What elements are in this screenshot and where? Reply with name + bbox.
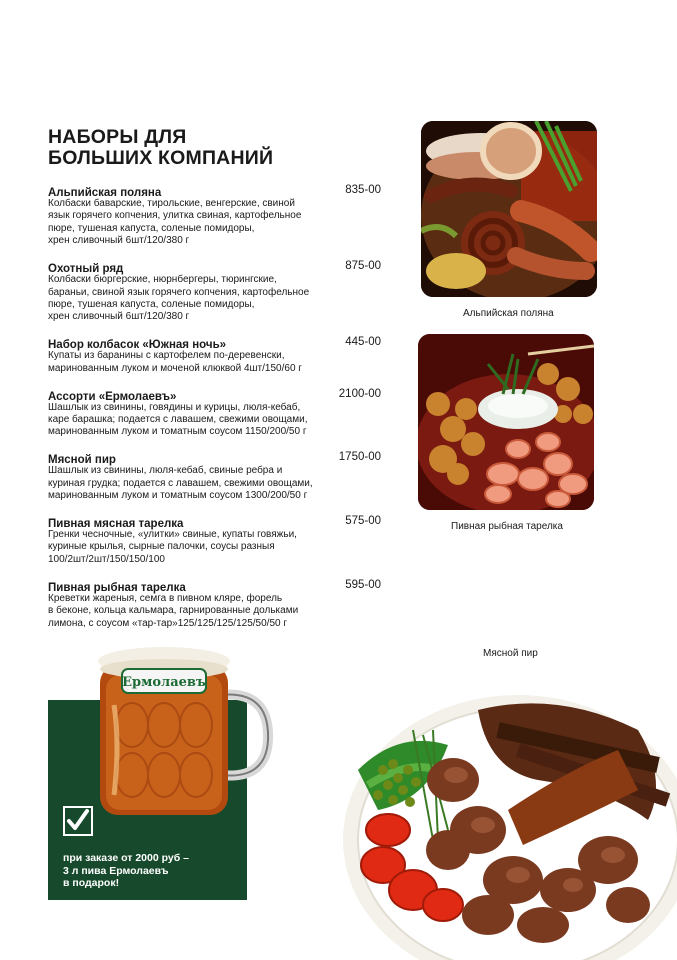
checkmark-icon <box>63 806 93 836</box>
item-name: Набор колбасок «Южная ночь» <box>48 339 227 352</box>
desc-line: куриные крылья, сырные палочки, соусы разныя <box>48 541 275 553</box>
item-description <box>48 593 381 630</box>
promo-line-2: 3 л пива Ермолаевъ <box>63 864 169 877</box>
beer-mug-image <box>92 645 274 820</box>
desc-line: Купаты из баранины с картофелем по-деревенски, <box>48 350 285 362</box>
item-price: 445-00 <box>345 336 381 349</box>
fish-plate-image <box>418 334 594 510</box>
item-description <box>48 274 381 324</box>
promo-line-1: при заказе от 2000 руб – <box>63 852 189 864</box>
item-description <box>48 350 381 375</box>
item-description <box>48 198 381 248</box>
promo-text <box>63 852 189 890</box>
desc-line: бараньи, свиной язык горячего копчения, картофельное <box>48 286 310 298</box>
item-price: 575-00 <box>345 515 381 527</box>
item-name: Ассорти «Ермолаевъ» <box>48 390 177 403</box>
desc-line: Шашлык из свинины, говядины и курицы, люля-кебаб, <box>48 401 301 413</box>
desc-line: Гренки чесночные, «улитки» свиные, купаты говяжьи, <box>48 529 297 540</box>
desc-line: в беконе, кольца кальмара, гарнированные дольками <box>48 605 299 617</box>
desc-line: Шашлык из свинины, люля-кебаб, свиные ребра и <box>48 465 283 477</box>
item-name: Альпийская поляна <box>48 187 162 199</box>
menu-item <box>48 183 381 248</box>
photo-caption: Альпийская поляна <box>463 308 554 319</box>
desc-line: каре барашка; подается с лавашем, свежими овощами, <box>48 413 308 425</box>
desc-line: лимона, с соусом «тар-тар»125/125/125/125/50/50 г <box>48 617 287 629</box>
promo-line-3: в подарок! <box>63 877 120 889</box>
desc-line: хрен сливочный 6шт/120/380 г <box>48 235 190 247</box>
page-title <box>48 127 273 169</box>
item-name: Пивная рыбная тарелка <box>48 581 186 594</box>
desc-line: 100/2шт/2шт/150/150/100 <box>48 553 165 565</box>
photo-caption: Мясной пир <box>483 648 538 659</box>
menu-item <box>48 387 381 439</box>
menu-item <box>48 259 381 324</box>
sausage-platter-image <box>421 121 597 297</box>
title-line-1: НАБОРЫ ДЛЯ <box>48 126 187 148</box>
desc-line: пюре, тушеная капуста, соленые помидоры, <box>48 222 255 234</box>
item-name: Мясной пир <box>48 454 116 467</box>
desc-line: маринованным луком и моченой клюквой 4шт/150/60 г <box>48 362 302 374</box>
item-price: 875-00 <box>345 260 381 273</box>
desc-line: маринованным луком и томатным соусом 1300/200/50 г <box>48 490 308 502</box>
desc-line: пюре, тушеная капуста, соленые помидоры, <box>48 298 255 310</box>
item-description <box>48 529 381 566</box>
title-line-2: БОЛЬШИХ КОМПАНИЙ <box>48 147 274 169</box>
menu-list <box>48 183 381 641</box>
item-price: 1750-00 <box>338 451 381 464</box>
desc-line: маринованным луком и томатным соусом 1150/200/50 г <box>48 426 307 438</box>
desc-line: Колбаски баварские, тирольские, венгерские, свиной <box>48 198 295 209</box>
desc-line: Колбаски бюргерские, нюрнбергеры, тюрингские, <box>48 274 277 286</box>
desc-line: хрен сливочный 6шт/120/380 г <box>48 311 190 323</box>
fish-plate-photo <box>418 334 594 510</box>
item-description <box>48 402 381 439</box>
desc-line: Креветки жареныя, семга в пивном кляре, форель <box>48 592 283 604</box>
meat-feast-image <box>338 690 677 960</box>
item-price: 2100-00 <box>338 387 381 400</box>
desc-line: язык горячего копчения, улитка свиная, картофельное <box>48 210 302 222</box>
mug-label: Ермолаевъ <box>122 675 206 690</box>
item-name: Охотный ряд <box>48 263 124 276</box>
menu-item <box>48 335 381 375</box>
item-price: 595-00 <box>345 578 381 591</box>
sausage-platter-photo <box>421 121 597 297</box>
item-name: Пивная мясная тарелка <box>48 518 184 530</box>
item-price: 835-00 <box>345 184 381 196</box>
menu-item <box>48 578 381 630</box>
menu-item <box>48 450 381 502</box>
menu-item <box>48 514 381 566</box>
item-description <box>48 465 381 502</box>
desc-line: куриная грудка; подается с лавашем, свежими овощами, <box>48 477 313 489</box>
photo-caption: Пивная рыбная тарелка <box>451 521 563 532</box>
